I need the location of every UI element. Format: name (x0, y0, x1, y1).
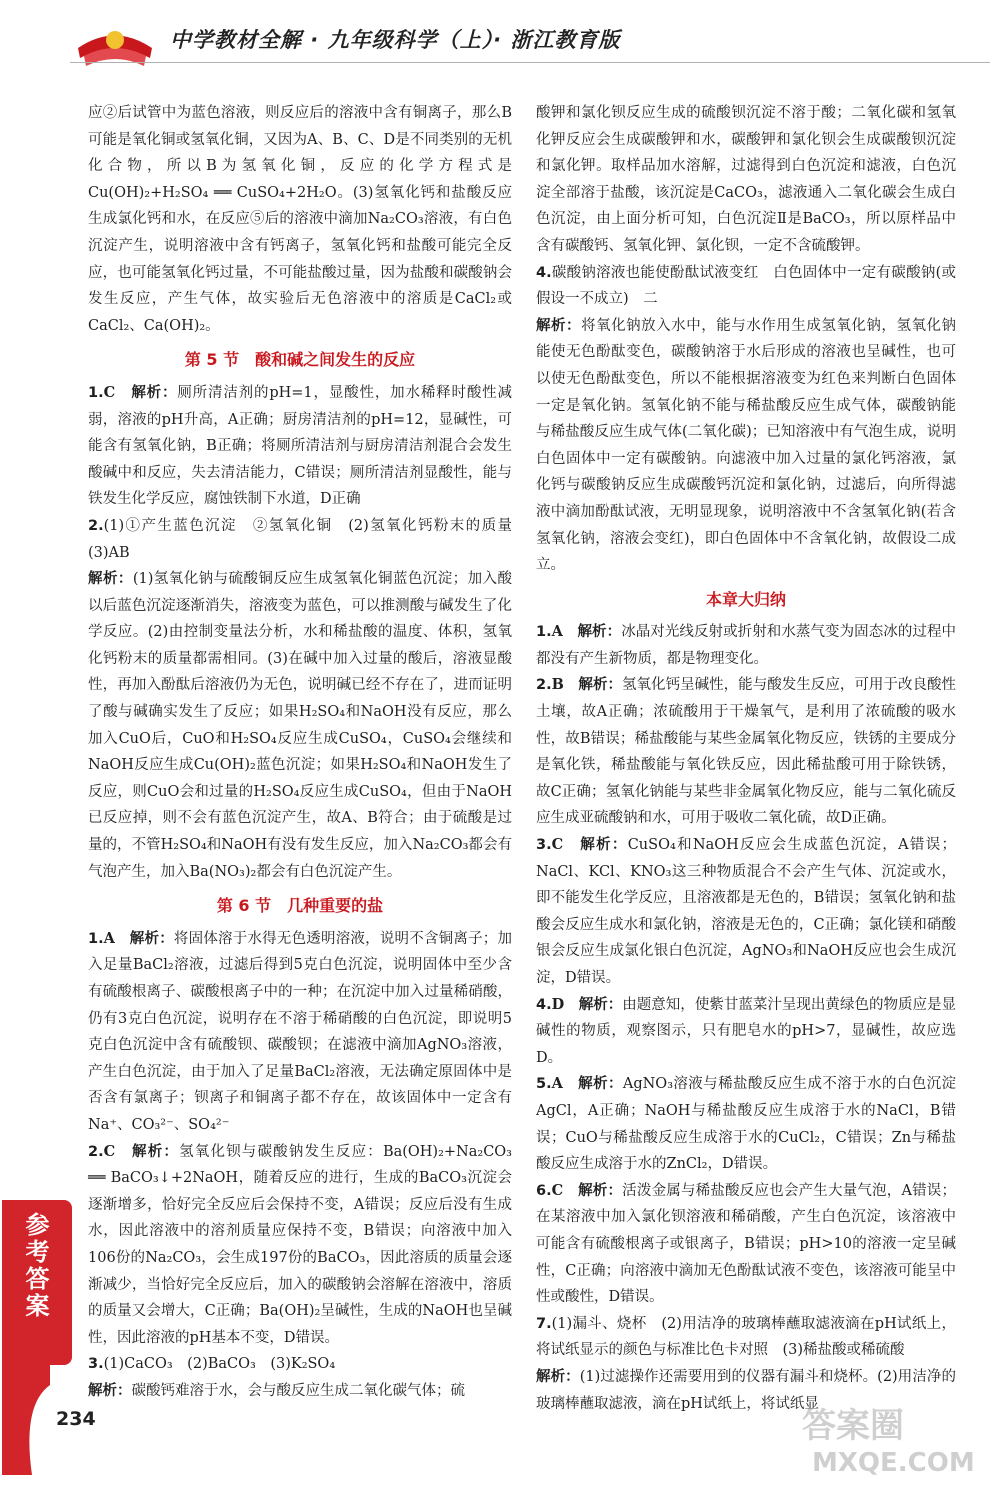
sec6-item-2: 2.C 解析：氢氧化钡与碳酸钠发生反应：Ba(OH)₂+Na₂CO₃ ══ BaCO₃↓+2NaOH，随着反应的进行，生成的BaCO₃沉淀会逐渐增多，恰好完全反应后会保持不变，A错误；反应后没有生成水，因此溶液中的溶剂质量应保持不变，B错误；向溶液中加入106份的Na₂CO₃，会生成197份的BaCO₃，因此溶质的质量会逐渐减少，当恰好完全反应后，加入的碳酸钠会溶解在溶液中，溶质的质量又会增大，C正确；Ba(OH)₂呈碱性，生成的NaOH也呈碱性，因此溶液的pH基本不变，D错误。 (88, 1142, 512, 1346)
left-intro: 应②后试管中为蓝色溶液，则反应后的溶液中含有铜离子，那么B可能是氧化铜或氢氧化铜，又因为A、B、C、D是不同类别的无机化合物，所以B为氢氧化铜，反应的化学方程式是Cu(OH)₂+H₂SO₄ ══ CuSO₄+2H₂O。(3)氢氧化钙和盐酸反应生成氯化钙和水，在反应⑤后的溶液中滴加Na₂CO₃溶液，有白色沉淀产生，说明溶液中含有钙离子，氢氧化钙和盐酸可能完全反应，也可能氢氧化钙过量，不可能盐酸过量，因为盐酸和碳酸钠会发生反应，产生气体，故实验后无色溶液中的溶质是CaCl₂或CaCl₂、Ca(OH)₂。 (88, 105, 512, 334)
side-tab-label: 参考答案 (21, 1212, 49, 1320)
sec6-item-4: 4.碳酸钠溶液也能使酚酞试液变红 白色固体中一定有碳酸钠(或假设一不成立) 二 解析：将氧化钠放入水中，能与水作用生成氢氧化钠，氢氧化钠能使无色酚酞变色，碳酸钠溶于水后形成的溶液也呈碱性，也可以使无色酚酞变色，所以不能根据溶液变为红色来判断白色固体一定是氧化钠。氢氧化钠不能与稀盐酸反应生成气体，碳酸钠能与稀盐酸反应生成气体(二氧化碳)；已知溶液中有气泡生成，说明白色固体中一定有碳酸钠。向滤液中加入过量的氯化钙溶液，氯化钙与碳酸钠反应生成碳酸钙沉淀和氯化钠，过滤后，向所得滤液中滴加酚酞试液，无明显现象，说明溶液中不含氢氧化钠(若含氢氧化钠，溶液会变红)，即白色固体中不含氧化钠，故假设二成立。 (536, 264, 957, 574)
page-header (70, 18, 990, 78)
right-intro: 酸钾和氯化钡反应生成的硫酸钡沉淀不溶于酸；二氧化碳和氢氧化钾反应会生成碳酸钾和水，碳酸钾和氯化钡会生成碳酸钡沉淀和氯化钾。取样品加水溶解，过滤得到白色沉淀和滤液，白色沉淀全部溶于盐酸，该沉淀是CaCO₃，滤液通入二氧化碳会生成白色沉淀，由上面分析可知，白色沉淀Ⅱ是BaCO₃，所以原样品中含有碳酸钙、氢氧化钾、氯化钡，一定不含硫酸钾。 (536, 105, 956, 254)
summary-list (536, 619, 956, 1417)
right-column (536, 100, 956, 1417)
summary-item-7: 7.(1)漏斗、烧杯 (2)用洁净的玻璃棒蘸取滤液滴在pH试纸上，将试纸显示的颜色与标准比色卡对照 (3)稀盐酸或稀硫酸 解析：(1)过滤操作还需要用到的仪器有漏斗和烧杯。(2)用洁净的玻璃棒蘸取滤液，滴在pH试纸上，将试纸显 (536, 1315, 957, 1412)
summary-title: 本章大归纳 (705, 589, 786, 609)
section-5-title: 第 5 节 酸和碱之间发生的反应 (184, 350, 416, 370)
summary-item-4: 4.D 解析：由题意知，使紫甘蓝菜汁呈现出黄绿色的物质应是显碱性的物质，观察图示，只有肥皂水的pH>7，显碱性，故应选D。 (536, 995, 957, 1066)
header-title: 中学教材全解 · 九年级科学（上）· 浙江教育版 (170, 28, 621, 52)
book-logo-icon (70, 18, 160, 78)
summary-item-1: 1.A 解析：冰晶对光线反射或折射和水蒸气变为固态冰的过程中都没有产生新物质，都是物理变化。 (536, 623, 957, 667)
sec6-item-3: 3.(1)CaCO₃ (2)BaCO₃ (3)K₂SO₄ 解析：碳酸钙难溶于水，会与酸反应生成二氧化碳气体；硫 (88, 1356, 465, 1399)
watermark-top: 答案圈 (802, 1406, 904, 1446)
sec6-item-1: 1.A 解析：将固体溶于水得无色透明溶液，说明不含铜离子；加入足量BaCl₂溶液，过滤后得到5克白色沉淀，说明固体中至少含有硫酸根离子、碳酸根离子中的一种；在沉淀中加入过量稀硝酸，仍有3克白色沉淀，说明存在不溶于稀硝酸的白色沉淀，即说明5克白色沉淀中含有硫酸钡、碳酸钡；在滤液中滴加AgNO₃溶液，产生白色沉淀，由于加入了足量BaCl₂溶液，无法确定原固体中是否含有氯离子；钡离子和铜离子都不存在，故该固体中一定含有Na⁺、CO₃²⁻、SO₄²⁻ (88, 929, 513, 1133)
page-number: 234 (56, 1408, 96, 1430)
answers-side-tab (2, 1200, 72, 1365)
sec5-item-1: 1.C 解析：厕所清洁剂的pH=1，显酸性，加水稀释时酸性减弱，溶液的pH升高，A正确；厨房清洁剂的pH=12，显碱性，可能含有氢氧化钠，B正确；将厕所清洁剂与厨房清洁剂混合会发生酸碱中和反应，失去清洁能力，C错误；厕所清洁剂显酸性，能与铁发生化学反应，腐蚀铁制下水道，D正确 (88, 383, 513, 508)
header-rule (70, 62, 990, 63)
summary-item-5: 5.A 解析：AgNO₃溶液与稀盐酸反应生成不溶于水的白色沉淀AgCl，A正确；NaOH与稀盐酸反应生成溶于水的NaCl，B错误；CuO与稀盐酸反应生成溶于水的CuCl₂，C错误；Zn与稀盐酸反应生成溶于水的ZnCl₂，D错误。 (536, 1075, 957, 1173)
summary-item-3: 3.C 解析：CuSO₄和NaOH反应会生成蓝色沉淀，A错误；NaCl、KCl、KNO₃这三种物质混合不会产生气体、沉淀或水，即不能发生化学反应，且溶液都是无色的，B错误；氢氧化钠和盐酸会反应生成水和氯化钠，溶液是无色的，C正确；氯化镁和硝酸银会反应生成氯化银白色沉淀，AgNO₃和NaOH反应也会生成沉淀，D错误。 (536, 836, 957, 986)
sec5-item-2: 2.(1)①产生蓝色沉淀 ②氢氧化铜 (2)氢氧化钙粉末的质量 (3)AB 解析：(1)氢氧化钠与硫酸铜反应生成氢氧化铜蓝色沉淀；加入酸以后蓝色沉淀逐渐消失，溶液变为蓝色，可以推测酸与碱发生了化学反应。(2)由控制变量法分析，水和稀盐酸的温度、体积，氢氧化钙粉末的质量都需相同。(3)在碱中加入过量的酸后，溶液显酸性，再加入酚酞后溶液仍为无色，说明碱已经不存在了，进而证明了酸与碱确实发生了反应；如果H₂SO₄和NaOH没有反应，那么加入CuO后，CuO和H₂SO₄反应生成CuSO₄，CuSO₄会继续和NaOH反应生成Cu(OH)₂蓝色沉淀；如果H₂SO₄和NaOH发生了反应，则CuO会和过量的H₂SO₄反应生成CuSO₄，但由于NaOH已反应掉，则不会有蓝色沉淀产生，故A、B符合；由于硫酸是过量的，不管H₂SO₄和NaOH有没有发生反应，加入Na₂CO₃都会有气泡产生，加入Ba(NO₃)₂都会有白色沉淀产生。 (88, 517, 527, 880)
watermark-bottom: MXQE.COM (812, 1448, 975, 1478)
ribbon-decoration-icon (2, 1365, 50, 1475)
summary-item-6: 6.C 解析：活泼金属与稀盐酸反应也会产生大量气泡，A错误；在某溶液中加入氯化钡溶液和稀硝酸，产生白色沉淀，该溶液中可能含有硫酸根离子或银离子，B错误；pH>10的溶液一定呈碱性，C正确；向溶液中滴加无色酚酞试液不变色，该溶液可能呈中性或酸性，D错误。 (536, 1181, 957, 1306)
section-6-title: 第 6 节 几种重要的盐 (216, 896, 384, 916)
summary-item-2: 2.B 解析：氢氧化钙呈碱性，能与酸发生反应，可用于改良酸性土壤，故A正确；浓硫酸用于干燥氧气，是利用了浓硫酸的吸水性，故B错误；稀盐酸能与某些金属氧化物反应，铁锈的主要成分是氧化铁，稀盐酸能与氧化铁反应，因此稀盐酸可用于除铁锈，故C正确；氢氧化钠能与某些非金属氧化物反应，能与二氧化硫反应生成亚硫酸钠和水，可用于吸收二氧化硫，故D正确。 (536, 676, 957, 827)
left-column (88, 100, 527, 1405)
watermark-logo-icon (782, 1399, 982, 1479)
